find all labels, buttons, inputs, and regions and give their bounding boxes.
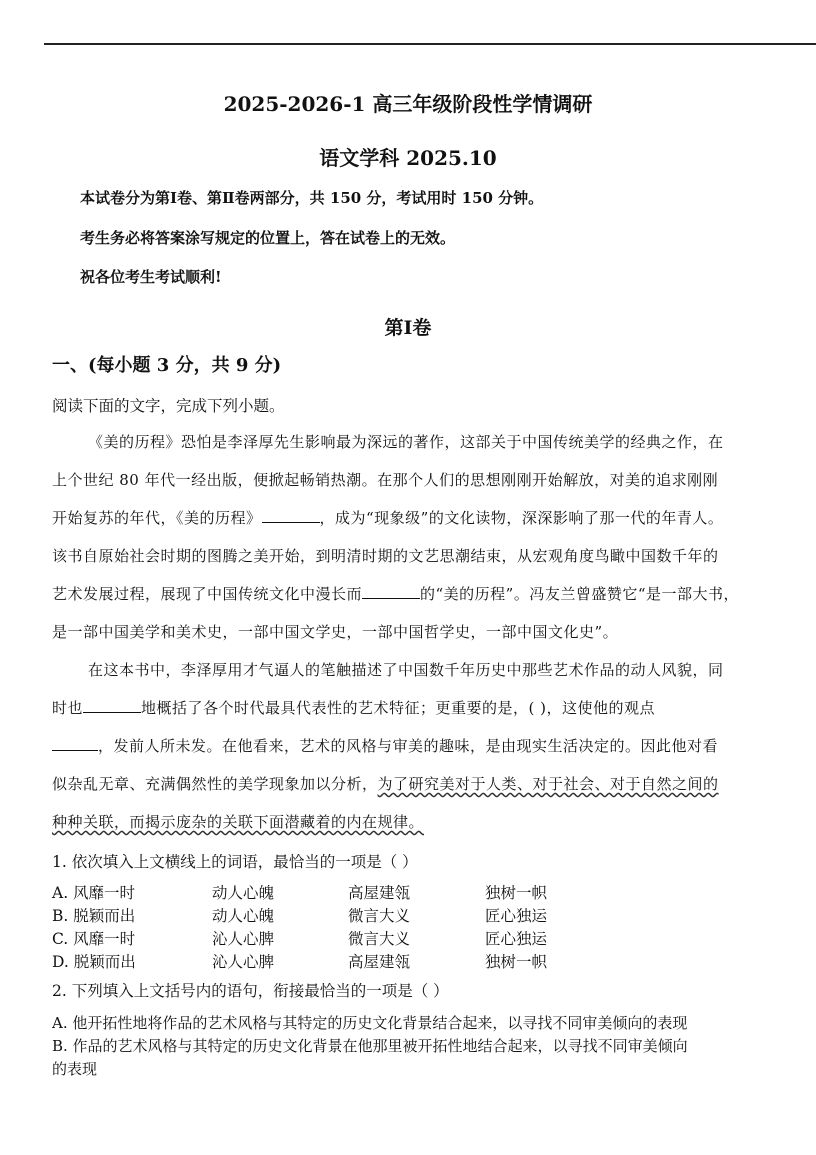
- passage-line: [52, 697, 655, 718]
- question-2-stem: 2. 下列填入上文括号内的语句，衔接最恰当的一项是（ ）: [52, 982, 449, 1000]
- part-title: 第Ⅰ卷: [384, 317, 432, 339]
- q1-option-c-1: C. 风靡一时: [52, 930, 136, 948]
- underlined-sentence: 种种关联，而揭示庞杂的关联下面潜藏着的内在规律。: [52, 813, 425, 831]
- q2-option-b-cont: 的表现: [52, 1060, 98, 1078]
- q1-option-a-1: A. 风靡一时: [52, 884, 136, 902]
- question-1-stem: 1. 依次填入上文横线上的词语，最恰当的一项是（ ）: [52, 853, 418, 871]
- q1-option-d-4: 独树一帜: [485, 953, 548, 971]
- passage-line: 《美的历程》恐怕是李泽厚先生影响最为深远的著作，这部关于中国传统美学的经典之作，在: [88, 433, 724, 451]
- passage-line: [52, 583, 739, 604]
- passage-line: 在这本书中，李泽厚用才气逼人的笔触描述了中国数千年历史中那些艺术作品的动人风貌，同: [88, 661, 724, 679]
- passage-text: 开始复苏的年代，《美的历程》: [52, 509, 262, 527]
- q1-option-c-2: 沁人心脾: [212, 930, 275, 948]
- intro-line-3: 祝各位考生考试顺利!: [80, 268, 222, 286]
- passage-line: [52, 811, 424, 832]
- passage-line: 该书自原始社会时期的图腾之美开始，到明清时期的文艺思潮结束，从宏观角度鸟瞰中国数千年的: [52, 547, 719, 565]
- q1-option-d-1: D. 脱颖而出: [52, 953, 136, 971]
- passage-line: [52, 507, 723, 528]
- reading-instruction: 阅读下面的文字，完成下列小题。: [52, 397, 285, 415]
- underlined-sentence: 为了研究美对于人类、对于社会、对于自然之间的: [377, 775, 719, 793]
- q1-option-b-1: B. 脱颖而出: [52, 907, 136, 925]
- q1-option-d-2: 沁人心脾: [212, 953, 275, 971]
- passage-line: [52, 735, 718, 756]
- q1-option-c-3: 微言大义: [348, 930, 411, 948]
- passage-text: 的“美的历程”。冯友兰曾盛赞它“是一部大书，: [420, 585, 740, 603]
- passage-line: [52, 773, 719, 794]
- q1-option-a-3: 高屋建瓴: [348, 884, 411, 902]
- passage-text: 艺术发展过程，展现了中国传统文化中漫长而: [52, 585, 363, 603]
- q1-option-b-4: 匠心独运: [485, 907, 548, 925]
- passage-line: 上个世纪 80 年代一经出版，便掀起畅销热潮。在那个人们的思想刚刚开始解放，对美的追求刚刚: [52, 471, 719, 489]
- q2-option-a: A. 他开拓性地将作品的艺术风格与其特定的历史文化背景结合起来，以寻找不同审美倾向的表现: [52, 1014, 688, 1032]
- passage-text: 时也: [52, 699, 84, 717]
- q1-option-c-4: 匠心独运: [485, 930, 548, 948]
- passage-text: 似杂乱无章、充满偶然性的美学现象加以分析，: [52, 775, 378, 793]
- intro-line-1: 本试卷分为第Ⅰ卷、第Ⅱ卷两部分，共 150 分，考试用时 150 分钟。: [80, 189, 544, 207]
- passage-text: 地概括了各个时代最具代表性的艺术特征；更重要的是，( )，这使他的观点: [141, 699, 655, 717]
- q2-option-b: B. 作品的艺术风格与其特定的历史文化背景在他那里被开拓性地结合起来，以寻找不同审美倾向: [52, 1037, 688, 1055]
- blank-2: [362, 584, 420, 599]
- q1-option-d-3: 高屋建瓴: [348, 953, 411, 971]
- exam-subtitle: 语文学科 2025.10: [319, 146, 497, 170]
- passage-text: ，发前人所未发。在他看来，艺术的风格与审美的趣味，是由现实生活决定的。因此他对看: [98, 737, 719, 755]
- q1-option-b-3: 微言大义: [348, 907, 411, 925]
- intro-line-2: 考生务必将答案涂写规定的位置上，答在试卷上的无效。: [80, 229, 456, 247]
- exam-title: 2025-2026-1 高三年级阶段性学情调研: [223, 92, 593, 116]
- blank-1: [262, 508, 320, 523]
- q1-option-a-4: 独树一帜: [485, 884, 548, 902]
- q1-option-a-2: 动人心魄: [212, 884, 275, 902]
- blank-4: [52, 736, 98, 751]
- passage-text: ，成为“现象级”的文化读物，深深影响了那一代的年青人。: [319, 509, 724, 527]
- q1-option-b-2: 动人心魄: [212, 907, 275, 925]
- section-title: 一、(每小题 3 分，共 9 分): [52, 355, 282, 376]
- blank-3: [83, 698, 141, 713]
- top-rule: [44, 43, 816, 45]
- passage-line: 是一部中国美学和美术史，一部中国文学史，一部中国哲学史，一部中国文化史”。: [52, 623, 619, 641]
